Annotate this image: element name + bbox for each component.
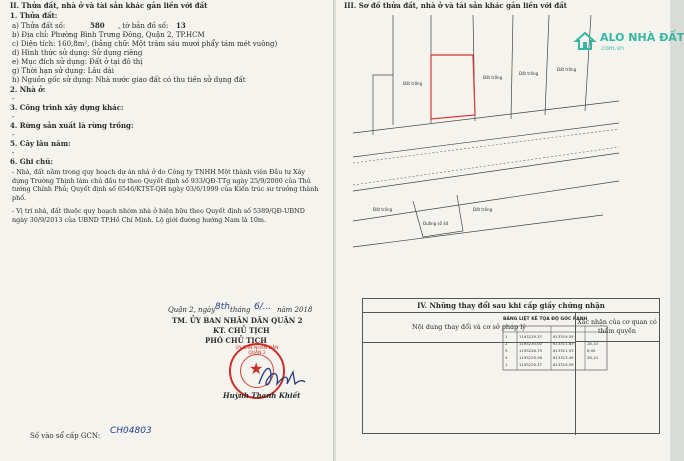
house-logo-icon	[574, 30, 596, 52]
changes-title: IV. Những thay đổi sau khi cấp giấy chứng nhận	[363, 299, 659, 313]
lot-label-2: Đất trống	[483, 75, 503, 80]
map-sheet-label: , tờ bản đồ số:	[118, 22, 169, 30]
date-prefix: Quận 2, ngày	[168, 306, 216, 314]
changes-col-content: Nội dung thay đổi và cơ sở pháp lý	[363, 312, 576, 343]
date-year: năm 2018	[277, 306, 313, 314]
coord-cell: 1	[505, 334, 508, 339]
coord-cell: 1	[505, 362, 508, 367]
coord-cell: 613313.49	[553, 355, 574, 360]
date-month: 6/...	[254, 302, 272, 312]
lot-label-1: Đất trống	[403, 81, 423, 86]
road-label: Đường số 44	[423, 221, 449, 226]
handwritten-signature	[257, 362, 307, 392]
coord-cell: 613319.59	[553, 362, 574, 367]
item2-house: 2. Nhà ở:	[10, 85, 46, 94]
vice-chair-line: PHÓ CHỦ TỊCH	[205, 336, 267, 345]
item5-dash: -	[12, 149, 15, 157]
note-2: - Vị trí nhà, đất thuộc quy hoạch nhóm nhà ở hiện hữu theo Quyết định số 5389/QĐ-UBND ngày 30/9/2013 của UBND TP.Hồ Chí Minh. Lộ giới đường hướng Nam là 10m.	[12, 207, 305, 224]
term-line: g) Thời hạn sử dụng: Lâu dài	[12, 67, 115, 75]
use-form-line: d) Hình thức sử dụng: Sử dụng riêng	[12, 49, 143, 57]
coord-cell: 613311.63	[553, 341, 574, 346]
watermark-domain: .com.vn	[600, 45, 624, 52]
date-day: 8th	[215, 302, 230, 312]
certificate-left-page	[0, 0, 334, 461]
watermark-name: ALO NHÀ ĐẤT	[600, 31, 684, 44]
item4-forest: 4. Rừng sản xuất là rừng trồng:	[10, 121, 134, 130]
parcel-map-diagram	[353, 15, 619, 271]
item1-label: 1. Thửa đất:	[10, 11, 58, 20]
coord-cell: 613319.59	[553, 334, 574, 339]
coord-cell: 1193229.37	[519, 334, 542, 339]
item2-dash: -	[12, 95, 15, 103]
coord-cell: 1193229.37	[519, 362, 542, 367]
item4-dash: -	[12, 131, 15, 139]
coord-cell: 3	[505, 348, 508, 353]
item6-notes: 6. Ghi chú:	[10, 157, 53, 166]
coord-cell: 2	[505, 341, 508, 346]
note-1: - Nhà, đất nằm trong quy hoạch dự án nhà ở do Công ty TNHH Một thành viên Đầu tư Xây dựng Trường Thịnh làm chủ đầu tư theo Quyết định số 933/QĐ-TTg ngày 25/9/2000 của Thủ tướng Chính Phủ; Quyết định số 6546/KTST-QH ngày 03/6/1999 của Kiến trúc sư trưởng thành phố.	[12, 168, 319, 202]
origin-line: h) Nguồn gốc sử dụng: Nhà nước giao đất có thu tiền sử dụng đất	[12, 76, 246, 84]
item3-other-works: 3. Công trình xây dựng khác:	[10, 103, 124, 112]
map-sheet-number: 13	[176, 21, 186, 30]
item3-dash: -	[12, 113, 15, 121]
signer-name: Huỳnh Thanh Khiết	[223, 391, 301, 400]
area-line: c) Diện tích: 160,8m², (bằng chữ: Một trăm sáu mươi phẩy tám mét vuông)	[12, 40, 278, 48]
coord-cell: 4	[505, 355, 508, 360]
coord-cell: 28,10	[587, 341, 598, 346]
gcn-label: Số vào sổ cấp GCN:	[30, 432, 101, 440]
date-month-label: tháng	[230, 306, 251, 314]
lot-label-6: Đất trống	[473, 207, 493, 212]
seal-star-icon: ★	[249, 359, 264, 378]
section-ii-title: II. Thửa đất, nhà ở và tài sản khác gắn liền với đất	[10, 1, 208, 10]
parcel-number: 580	[90, 21, 105, 30]
lot-label-4: Đất trống	[557, 67, 577, 72]
lot-label-3: Đất trống	[519, 71, 539, 76]
authority-line: TM. ỦY BAN NHÂN DÂN QUẬN 2	[172, 316, 303, 325]
coord-cell: 1193229.36	[519, 355, 542, 360]
changes-table	[362, 298, 660, 434]
coord-cell: 1193228.79	[519, 348, 542, 353]
coord-cell: 613311.53	[553, 348, 574, 353]
changes-col-confirm: Xác nhận của cơ quan có thẩm quyền	[575, 312, 659, 342]
gcn-number: CH04803	[110, 426, 152, 436]
item5-perennial: 5. Cây lâu năm:	[10, 139, 71, 148]
seal-text: ỦY BAN NHÂN DÂN QUẬN 2	[235, 346, 279, 356]
coord-table-title: BẢNG LIỆT KÊ TỌA ĐỘ GÓC RANH	[503, 317, 588, 322]
section-iii-title: III. Sơ đồ thửa đất, nhà ở và tài sản khác gắn liền với đất	[344, 1, 567, 10]
coord-cell: 6,00	[587, 348, 596, 353]
address-line: b) Địa chỉ: Phường Bình Trưng Đông, Quận 2, TP.HCM	[12, 31, 205, 39]
kt-line: KT. CHỦ TỊCH	[213, 326, 270, 335]
purpose-line: e) Mục đích sử dụng: Đất ở tại đô thị	[12, 58, 143, 66]
lot-label-5: Đất trống	[373, 207, 393, 212]
coord-cell: 28,10	[587, 355, 598, 360]
parcel-label: a) Thửa đất số:	[12, 22, 66, 30]
coord-cell: 1193230.00	[519, 341, 542, 346]
